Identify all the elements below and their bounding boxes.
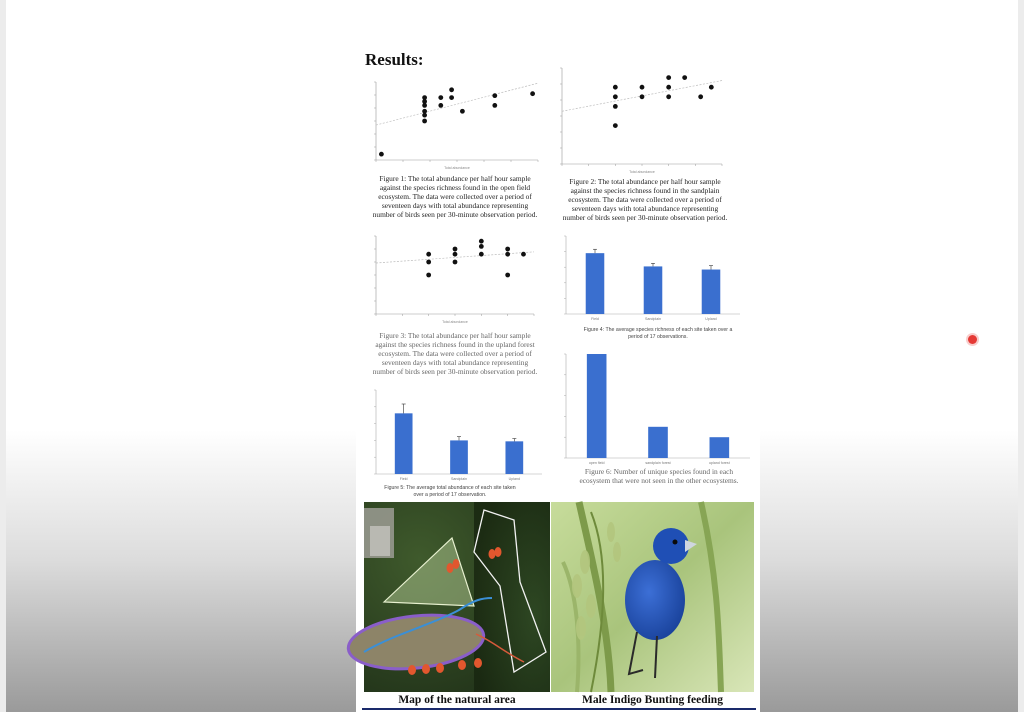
scatter-point xyxy=(666,94,671,99)
category-label: Upland xyxy=(508,477,521,481)
scatter-point xyxy=(492,103,497,108)
category-label: open field xyxy=(588,461,605,465)
indigo-bunting-illustration xyxy=(551,502,754,692)
bar xyxy=(587,354,607,458)
scatter-point xyxy=(613,104,618,109)
scatter-point xyxy=(505,252,510,257)
category-label: sandplain forest xyxy=(645,461,671,465)
figure-5-svg xyxy=(364,384,544,484)
figure-4-svg xyxy=(552,228,742,321)
scatter-point xyxy=(698,94,703,99)
scatter-point xyxy=(492,93,497,98)
scatter-point xyxy=(426,260,431,265)
bar xyxy=(710,437,730,458)
scatter-point xyxy=(422,109,427,114)
figure-4-caption: Figure 4: The average species richness of each site taken over a period of 17 observations. xyxy=(583,327,733,340)
bird-caption: Male Indigo Bunting feeding xyxy=(582,694,723,706)
figure-3-caption: Figure 3: The total abundance per half hour sample against the species richness found in the upland forest ecosystem. The data were collected over a period of seventeen days with total abundance representing number of birds seen per 30-minute observation period. xyxy=(372,331,538,376)
x-axis-label: Total abundance xyxy=(629,170,655,174)
bar xyxy=(702,270,721,314)
x-axis-label: Total abundance xyxy=(442,320,468,324)
scatter-point xyxy=(613,94,618,99)
scatter-point xyxy=(505,247,510,252)
figure-1-caption: Figure 1: The total abundance per half hour sample against the species richness found in the open field ecosystem. The data were collected over a period of seventeen days with total abundance representing number of birds seen per 30-minute observation period. xyxy=(372,174,538,219)
scatter-point xyxy=(479,239,484,244)
scatter-point xyxy=(422,119,427,124)
record-indicator-icon xyxy=(968,335,977,344)
figure-5-caption: Figure 5: The average total abundance of each site taken over a period of 17 observation. xyxy=(384,485,516,498)
scatter-point xyxy=(460,109,465,114)
bar xyxy=(586,253,605,314)
category-label: Field xyxy=(591,317,599,321)
figure-1-svg xyxy=(362,76,542,171)
results-heading: Results: xyxy=(365,50,424,69)
scatter-point xyxy=(666,75,671,80)
category-label: Sandplain xyxy=(645,317,661,321)
figure-3-plot xyxy=(362,230,540,330)
scatter-point xyxy=(530,91,535,96)
map-caption: Map of the natural area xyxy=(398,694,516,706)
figure-6-svg xyxy=(552,348,752,468)
scatter-point xyxy=(422,95,427,100)
scatter-point xyxy=(640,85,645,90)
figure-6-caption: Figure 6: Number of unique species found in each ecosystem that were not seen in the other ecosystems. xyxy=(579,467,739,485)
window-frame-right xyxy=(1018,0,1024,712)
scatter-point xyxy=(379,152,384,157)
scatter-point xyxy=(682,75,687,80)
figure-6-plot xyxy=(552,348,752,468)
scatter-point xyxy=(453,247,458,252)
bar xyxy=(648,427,668,458)
figure-2-caption: Figure 2: The total abundance per half hour sample against the species richness found in the sandplain ecosystem. The data were collected over a period of seventeen days with total abundance representing number of birds seen per 30-minute observation period. xyxy=(562,177,728,222)
scatter-point xyxy=(453,260,458,265)
window-frame-left xyxy=(0,0,6,712)
trendline xyxy=(376,83,538,125)
category-label: Upland xyxy=(705,317,717,321)
scatter-point xyxy=(709,85,714,90)
scatter-point xyxy=(479,252,484,257)
category-label: upland forest xyxy=(708,461,730,465)
bar xyxy=(450,440,468,474)
scatter-point xyxy=(521,252,526,257)
scatter-point xyxy=(449,95,454,100)
scatter-point xyxy=(453,252,458,257)
figure-1-plot xyxy=(362,76,542,171)
bar xyxy=(505,441,523,474)
scatter-point xyxy=(640,94,645,99)
bar xyxy=(395,413,413,474)
scatter-point xyxy=(613,123,618,128)
map-illustration xyxy=(364,502,550,692)
x-axis-label: Total abundance xyxy=(444,166,470,170)
figure-3-svg xyxy=(362,230,540,330)
category-label: Sandplain xyxy=(451,477,467,481)
figure-2-svg xyxy=(550,64,728,174)
map-image xyxy=(364,502,550,692)
scatter-point xyxy=(449,87,454,92)
scatter-point xyxy=(613,85,618,90)
category-label: Field xyxy=(399,477,408,481)
figure-5-plot xyxy=(364,384,544,484)
bottom-rule xyxy=(362,708,756,710)
figure-2-plot xyxy=(550,64,728,174)
scatter-point xyxy=(426,273,431,278)
scatter-point xyxy=(505,273,510,278)
scatter-point xyxy=(479,244,484,249)
scatter-point xyxy=(438,95,443,100)
scatter-point xyxy=(666,85,671,90)
bird-photo xyxy=(551,502,754,692)
scatter-point xyxy=(426,252,431,257)
figure-4-plot xyxy=(552,228,742,321)
scatter-point xyxy=(438,103,443,108)
bar xyxy=(644,266,663,314)
